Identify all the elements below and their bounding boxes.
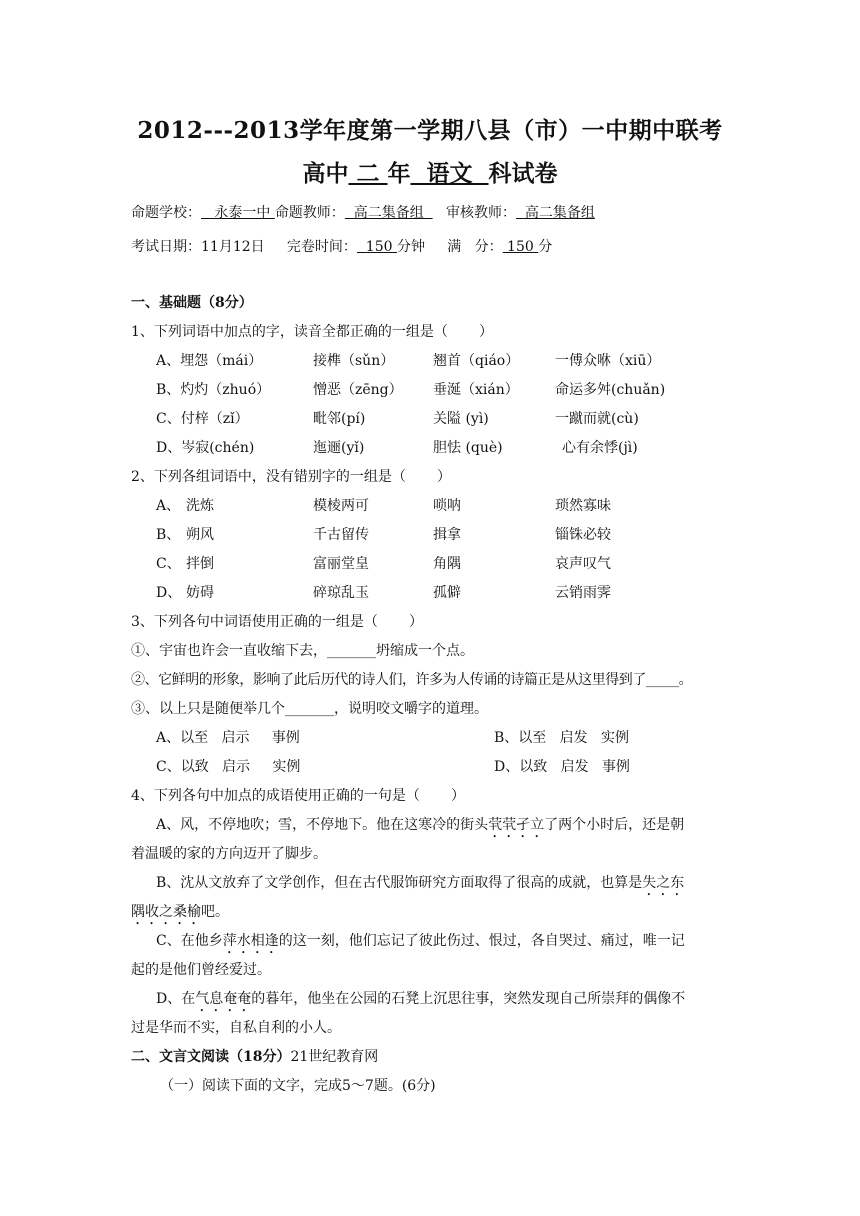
- q3-sentence-1: ①、宇宙也许会一直收缩下去，_______坍缩成一个点。: [131, 643, 474, 659]
- q2-word: 模棱两可: [313, 498, 369, 514]
- subtitle-suffix: 科试卷: [488, 160, 558, 187]
- q1-option-b-word: 命运多舛(chuǎn): [555, 382, 666, 398]
- q4-idiom: 隅收之桑榆: [131, 904, 201, 920]
- q1-option-c-word: 关隘 (yì): [433, 411, 489, 427]
- teacher-label: 命题教师：: [274, 205, 345, 221]
- time-label: 完卷时间：: [286, 239, 357, 255]
- q4-text: 了两个小时后，还是朝: [544, 817, 685, 833]
- q2-word: 角隅: [433, 556, 461, 572]
- q4-text: 吧。: [201, 904, 229, 920]
- reviewer-value: 高二集备组: [515, 205, 595, 221]
- q3-option-d: D、以致 启发 事例: [494, 759, 630, 775]
- q4-text: 的暮年，他坐在公园的石凳上沉思往事，突然发现自己所崇拜的偶像不: [251, 991, 686, 1007]
- subsection-heading: （一）阅读下面的文字，完成5～7题。(6分): [160, 1078, 436, 1094]
- q1-option-a-word: 翘首（qiáo）: [433, 353, 520, 369]
- info-line-2: [131, 236, 552, 256]
- q1-option-c-word: 一蹴而就(cù): [555, 411, 639, 427]
- info-line-1: [131, 202, 595, 222]
- q1-option-b: B、灼灼（zhuó）: [156, 382, 271, 398]
- q4-text: D、在: [156, 991, 196, 1007]
- q4-idiom: 萍水相逢: [222, 933, 279, 949]
- page-subtitle: [0, 155, 860, 188]
- score-label: 满 分：: [447, 239, 503, 255]
- q3-option-a: A、以至 启示 事例: [156, 730, 300, 746]
- q1-option-a-word: 一傅众咻（xiū）: [555, 353, 661, 369]
- q1-option-b-word: 憎恶（zēng）: [313, 382, 403, 398]
- q1-option-d-word: 迤逦(yǐ): [313, 440, 365, 456]
- q2-word: 琐然寡味: [555, 498, 611, 514]
- subtitle-grade: 二: [348, 160, 388, 187]
- score-value: 150: [502, 239, 539, 255]
- school-value: 永泰一中: [201, 205, 275, 221]
- q4-option-c-line1: [156, 930, 685, 957]
- q4-option-a-line2: 着温暖的家的方向迈开了脚步。: [131, 846, 327, 862]
- q4-option-b-line1: [156, 872, 684, 899]
- q2-word: 妨碍: [186, 585, 214, 601]
- question-stem: 4、下列各句中加点的成语使用正确的一句是（ ）: [131, 788, 466, 804]
- subtitle-prefix: 高中: [302, 160, 349, 187]
- q4-option-d-line2: 过是华而不实，自私自利的小人。: [131, 1020, 341, 1036]
- q1-option-a-word: 接榫（sǔn）: [313, 353, 395, 369]
- question-stem: 3、下列各句中词语使用正确的一组是（ ）: [131, 614, 424, 630]
- q4-option-c-line2: 起的是他们曾经爱过。: [131, 962, 271, 978]
- q1-option-a: A、埋怨（mái）: [156, 353, 263, 369]
- q2-word: 云销雨霁: [555, 585, 611, 601]
- q4-idiom: 茕茕孑立: [488, 817, 545, 833]
- q2-word: 孤僻: [433, 585, 461, 601]
- exam-date: 考试日期：11月12日: [131, 239, 265, 255]
- q4-option-a-line1: [156, 814, 684, 841]
- q2-word: 锱铢必较: [555, 527, 611, 543]
- section-heading: 二、文言文阅读（18分）: [131, 1049, 291, 1065]
- q1-option-b-word: 垂涎（xián）: [433, 382, 519, 398]
- q2-word: 富丽堂皇: [313, 556, 369, 572]
- time-unit: 分钟: [396, 239, 425, 255]
- q3-option-c: C、以致 启示 实例: [156, 759, 301, 775]
- teacher-value: 高二集备组: [344, 205, 433, 221]
- q2-word: 洗炼: [186, 498, 214, 514]
- q2-word: 碎琼乱玉: [313, 585, 369, 601]
- q2-word: 拌倒: [186, 556, 214, 572]
- q1-option-d-word: 胆怯 (què): [433, 440, 503, 456]
- subtitle-subject: 语文: [410, 160, 489, 187]
- q3-sentence-2: ②、它鲜明的形象，影响了此后历代的诗人们，许多为人传诵的诗篇正是从这里得到了_____。: [131, 672, 693, 688]
- q4-text: 的这一刻，他们忘记了彼此伤过、恨过，各自哭过、痛过，唯一记: [278, 933, 685, 949]
- q1-option-d-word: 心有余悸(jì): [562, 440, 638, 456]
- section-heading-note: 21世纪教育网: [290, 1049, 379, 1065]
- q2-option-letter: D、: [156, 585, 182, 601]
- q4-idiom: 气息奄奄: [195, 991, 252, 1007]
- q4-option-d-line1: [156, 988, 685, 1015]
- q2-word: 朔风: [186, 527, 214, 543]
- q4-option-b-line2: [131, 901, 229, 928]
- page-title: 2012---2013学年度第一学期八县（市）一中期中联考: [137, 117, 723, 144]
- q1-option-c: C、付梓（zǐ）: [156, 411, 249, 427]
- q1-option-d: D、岑寂(chén): [156, 440, 255, 456]
- q2-word: 唢呐: [433, 498, 461, 514]
- q3-option-b: B、以至 启发 实例: [494, 730, 629, 746]
- section-heading: 一、基础题（8分）: [131, 295, 253, 311]
- q3-sentence-3: ③、以上只是随便举几个_______，说明咬文嚼字的道理。: [131, 701, 488, 717]
- time-value: 150: [356, 239, 397, 255]
- reviewer-label: 审核教师：: [445, 205, 516, 221]
- q4-text: B、沈从文放弃了文学创作，但在古代服饰研究方面取得了很高的成就，也算是: [156, 875, 643, 891]
- q2-word: 揖拿: [433, 527, 461, 543]
- question-stem: 1、下列词语中加点的字，读音全都正确的一组是（ ）: [131, 324, 494, 340]
- q4-text: A、风，不停地吹；雪，不停地下。他在这寒冷的街头: [156, 817, 489, 833]
- school-label: 命题学校：: [131, 205, 201, 221]
- q4-text: C、在他乡: [156, 933, 223, 949]
- q4-idiom: 失之东: [642, 875, 685, 891]
- q2-option-letter: B、: [156, 527, 181, 543]
- q2-option-letter: A、: [156, 498, 181, 514]
- q1-option-c-word: 毗邻(pí): [313, 411, 366, 427]
- q2-option-letter: C、: [156, 556, 181, 572]
- q2-word: 哀声叹气: [555, 556, 611, 572]
- score-unit: 分: [538, 239, 553, 255]
- question-stem: 2、下列各组词语中，没有错别字的一组是（ ）: [131, 469, 452, 485]
- q2-word: 千古留传: [313, 527, 369, 543]
- subtitle-mid: 年: [387, 160, 411, 187]
- section2-heading-line: [131, 1046, 378, 1066]
